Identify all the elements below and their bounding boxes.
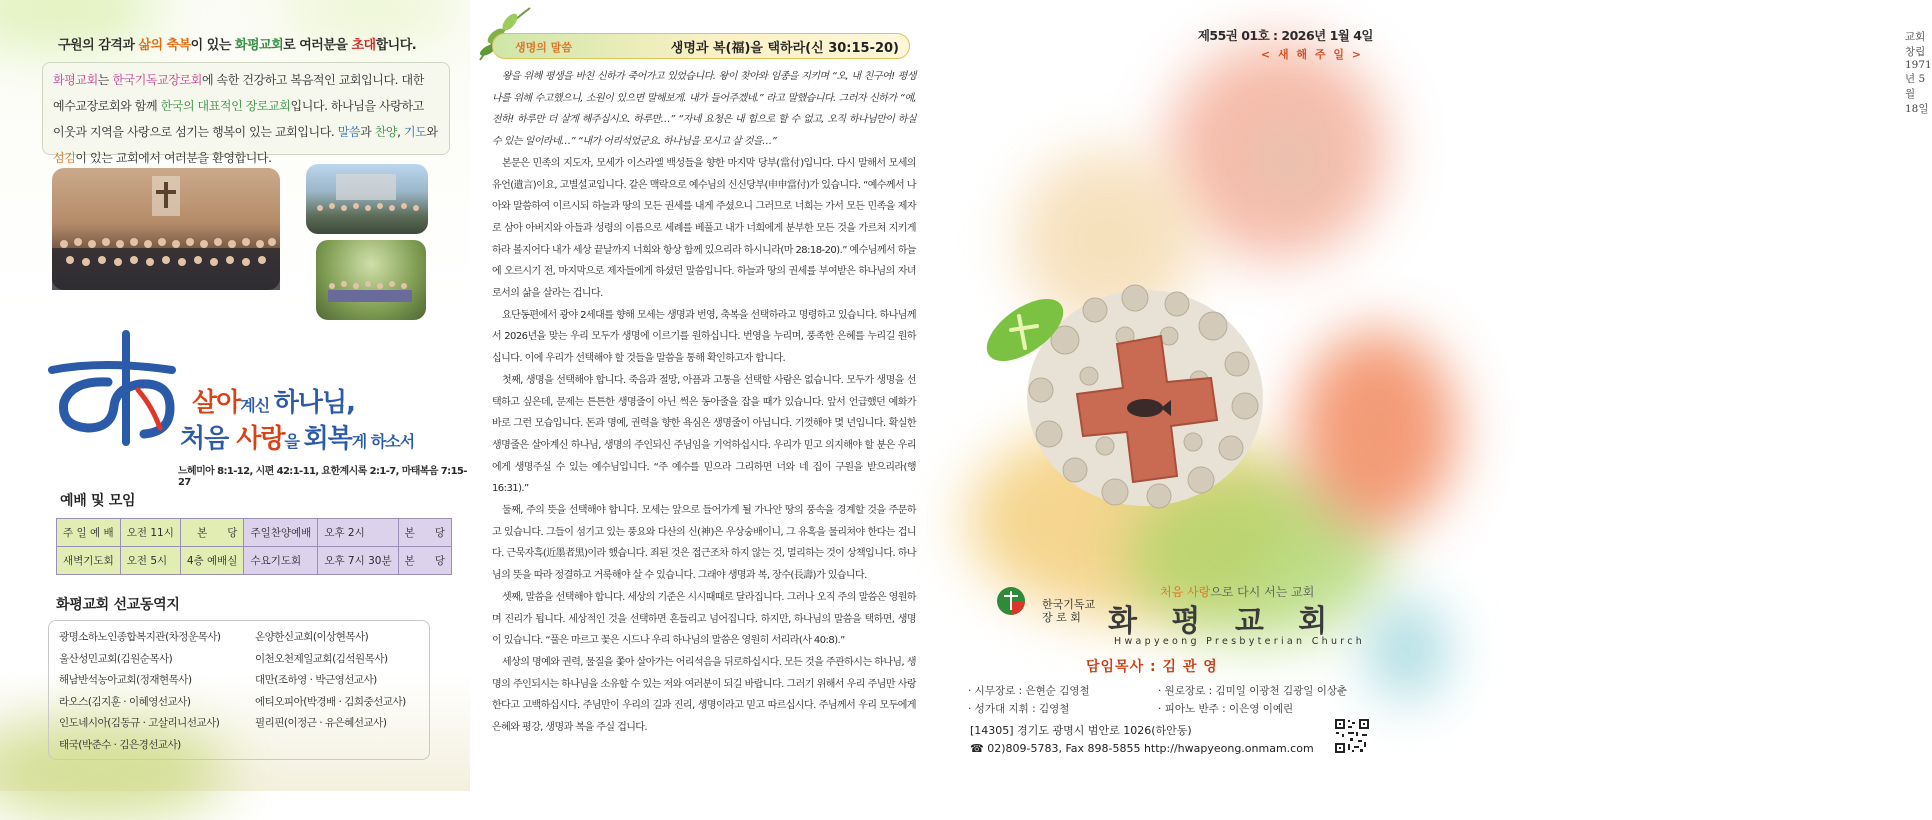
table-row	[57, 547, 452, 575]
sermon-paragraph: 셋째, 말씀을 선택해야 합니다. 세상의 기준은 시시때때로 달라집니다. 그러나 오직 주의 말씀은 영원하며 진리가 됩니다. 세상적인 것을 선택하면 흔들리고 넘어집니다. 하지만, 하나님의 말씀을 택하면, 생명이 있습니다. “풀은 마르고 꽃은 시드나 우리 하나님의 말씀은 영원히 서리라(사 40:8).”	[492, 591, 916, 647]
table-cell: 오전 5시	[120, 547, 180, 575]
watercolor-teal-wash	[1367, 600, 1447, 700]
prok-logo-icon	[996, 586, 1026, 616]
list-item: 해남반석농아교회(정재현목사)	[59, 674, 192, 687]
staff-list-right: · 원로장로 : 김미일 이광천 김광일 이상춘 · 피아노 반주 : 이은영 이예린	[1158, 685, 1348, 715]
table-cell: 오전 11시	[120, 519, 180, 547]
list-item: 울산성민교회(김원순목사)	[59, 652, 173, 665]
sermon-paragraph: 첫째, 생명을 선택해야 합니다. 죽음과 절망, 아픔과 고통을 선택할 사람은 없습니다. 모두가 생명을 선택하고 싶은데, 문제는 튼튼한 생명줄이 아닌 썩은 동아줄을 잡을 때가 있습니다. 앞서 언급했던 예화가 바로 그런 모습입니다. 돈과 명예, 권력을 향한 욕심은 생명줄이 아닙니다. 기껏해야 몇 년입니다. 확실한 생명줄은 살아계신 하나님, 생명의 주인되신 주님임을 기억하십시다. 우리가 믿고 의지해야 할 분은 우리에게 생명주실 수 있는 예수님입니다. “주 예수를 믿으라 그리하면 너와 네 집이 구원을 받으리라(행 16:31).”	[492, 374, 916, 495]
table-cell: 새벽기도회	[57, 547, 121, 575]
list-item: 인도네시아(김동규 · 고살리니선교사)	[59, 717, 220, 730]
table-cell: 4층 예배실	[180, 547, 244, 575]
slogan-line-1: 살아계신 하나님,	[192, 388, 355, 418]
table-cell: 오후 2시	[318, 519, 398, 547]
church-name: 화 평 교 회	[1108, 604, 1340, 639]
mission-list-right	[255, 627, 406, 735]
sermon-title-bar	[492, 33, 910, 59]
qr-code-icon	[1334, 718, 1370, 754]
sunday-name: < 새 해 주 일 >	[1260, 48, 1363, 61]
sermon-paragraph: 요단동편에서 광야 2세대를 향해 모세는 생명과 번영, 축복을 선택하라고 명령하고 있습니다. 하나님께서 2026년을 맞는 우리 모두가 생명에 이르기를 원하십니다. 번영을 누리며, 풍족한 은혜를 누리길 원하십니다. 이에 우리가 선택해야 할 것들을 말씀을 통해 확인하고자 합니다.	[492, 309, 916, 365]
mission-list-left	[59, 627, 220, 757]
church-emblem-icon	[42, 330, 184, 450]
outing-photo-2	[316, 240, 426, 320]
worship-schedule-table	[56, 518, 452, 575]
mission-partners-box	[48, 620, 430, 760]
table-cell: 수요기도회	[244, 547, 318, 575]
sermon-title: 생명과 복(福)을 택하라(신 30:15-20)	[670, 41, 899, 56]
table-cell: 오후 7시 30분	[318, 547, 398, 575]
table-cell: 주 일 예 배	[57, 519, 121, 547]
church-tagline: 처음 사랑으로 다시 서는 교회	[1160, 585, 1315, 599]
stone-cross-illustration-icon	[1005, 270, 1273, 520]
table-row	[57, 519, 452, 547]
table-cell: 주일찬양예배	[244, 519, 318, 547]
outing-photo-2-art	[316, 240, 426, 320]
left-panel	[0, 0, 470, 791]
list-item: 라오스(김지훈 · 이혜영선교사)	[59, 695, 191, 708]
list-item: 대만(조하영 · 박근영선교사)	[255, 674, 377, 687]
sermon-lead-paragraph: 왕을 위해 평생을 바친 신하가 죽어가고 있었습니다. 왕이 찾아와 임종을 지키며 “오, 내 친구여! 평생 나를 위해 수고했으니, 소원이 있으면 말해보게. 내가 들어주겠네.” 라고 말했습니다. 그러자 신하가 “예, 전하! 하루만 더 살게 해주십시오. 하루만…” “자네 요청은 내 힘으로 할 수 없고, 오직 하나님만이 하실 수 있는 일이라네…” “내가 어리석었군요. 하나님을 모시고 살 것을…”	[492, 71, 916, 148]
list-item: 광명소하노인종합복지관(차정운목사)	[59, 631, 221, 643]
worship-section-title: 예배 및 모임	[60, 493, 136, 509]
scripture-references: 느헤미아 8:1-12, 시편 42:1-11, 요한계시록 2:1-7, 마태복음 7:15-27	[178, 466, 467, 488]
sermon-body	[492, 66, 916, 739]
denomination-name: 한국기독교 장 로 회	[1042, 598, 1096, 624]
table-cell: 본 당	[398, 519, 451, 547]
sermon-paragraph: 본문은 민족의 지도자, 모세가 이스라엘 백성들을 향한 마지막 당부(當付)입니다. 다시 말해서 모세의 유언(遺言)이요, 고별설교입니다. 같은 맥락으로 예수님의 신신당부(申申當付)가 있습니다. “예수께서 나아와 말씀하여 이르시되 하늘과 땅의 모든 권세를 내게 주셨으니 그러므로 너희는 가서 모든 민족을 제자로 삼아 아버지와 아들과 성령의 이름으로 세례를 베풀고 내가 너희에게 분부한 모든 것을 가르쳐 지키게 하라 볼지어다 내가 세상 끝날까지 너희와 항상 함께 있으리라 하시니라(마 28:18-20).” 예수님께서 하늘에 오르시기 전, 마지막으로 제자들에게 하셨던 말씀입니다. 하늘과 땅의 권세를 부여받은 하나님의 자녀로서의 삶을 살라는 겁니다.	[492, 157, 916, 300]
outing-photo-1	[306, 164, 428, 234]
sermon-label: 생명의 말씀	[515, 41, 572, 54]
list-item: 에티오피아(박경배 · 김희중선교사)	[255, 695, 406, 708]
table-cell: 본 당	[180, 519, 244, 547]
watercolor-coral-wash	[1297, 330, 1457, 530]
congregation-photo	[52, 168, 280, 290]
church-intro-box: 화평교회는 한국기독교장로회에 속한 건강하고 복음적인 교회입니다. 대한 예수교장로회와 함께 한국의 대표적인 장로교회입니다. 하나님을 사랑하고 이웃과 지역을 사랑으로 섬기는 행복이 있는 교회입니다. 말씀과 찬양, 기도와 섬김이 있는 교회에서 여러분을 환영합니다.	[42, 62, 450, 155]
outing-photo-1-art	[306, 164, 428, 234]
slogan-line-2: 처음 사랑을 회복게 하소서	[180, 424, 415, 454]
founded-date: 교회창립 1971년 5월 18일	[1905, 31, 1932, 115]
list-item: 온양한신교회(이상현목사)	[255, 631, 369, 643]
church-english-name: Hwapyeong Presbyterian Church	[1114, 636, 1366, 647]
list-item: 태국(박준수 · 김은경선교사)	[59, 738, 181, 751]
staff-list-left: · 시무장로 : 은현순 김영철 · 성가대 지휘 : 김영철	[968, 685, 1090, 715]
list-item: 필리핀(이정근 · 유은혜선교사)	[255, 717, 387, 730]
list-item: 이천오천제일교회(김석원목사)	[255, 652, 388, 665]
table-cell: 본 당	[398, 547, 451, 575]
church-address: [14305] 경기도 광명시 범안로 1026(하안동) ☎ 02)809-5783, Fax 898-5855 http://hwapyeong.onmam.com	[970, 724, 1314, 755]
issue-number: 제55권 01호 : 2026년 1월 4일	[1197, 28, 1373, 43]
welcome-heading: 구원의 감격과 삶의 축복이 있는 화평교회로 여러분을 초대합니다.	[58, 38, 417, 53]
senior-pastor: 담임목사 : 김 관 영	[1086, 659, 1218, 675]
congregation-photo-art	[52, 168, 280, 290]
sermon-paragraph: 둘째, 주의 뜻을 선택해야 합니다. 모세는 앞으로 들어가게 될 가나안 땅의 풍속을 경계할 것을 주문하고 있습니다. 그들이 섬기고 있는 풍요와 다산의 신(神)은 우상숭배이니, 그 유혹을 물리쳐야 한다는 겁니다. 근묵자흑(近墨者黑)이라 했습니다. 죄된 것은 접근조차 하지 않는 것, 멀리하는 것이 상책입니다. 하나님의 뜻을 따라 정결하고 거룩해야 살 수 있습니다. 그래야 생명과 복, 장수(長壽)가 있습니다.	[492, 505, 916, 582]
sermon-paragraph: 세상의 명예와 권력, 물질을 쫓아 살아가는 어리석음을 뒤로하십시다. 모든 것을 주관하시는 하나님, 생명의 주인되시는 하나님을 소유할 수 있는 저와 여러분이 되길 바랍니다. 그러기 위해서 우리 주님만 사랑한다고 고백하십시다. 주님만이 우리의 길과 진리, 생명이라고 믿고 따르십시다. 주님께서 우리 모두에게 은혜와 평강, 생명과 복을 주실 겁니다.	[492, 656, 916, 734]
mission-section-title: 화평교회 선교동역지	[56, 597, 180, 613]
watercolor-gray-dot	[1259, 130, 1319, 190]
